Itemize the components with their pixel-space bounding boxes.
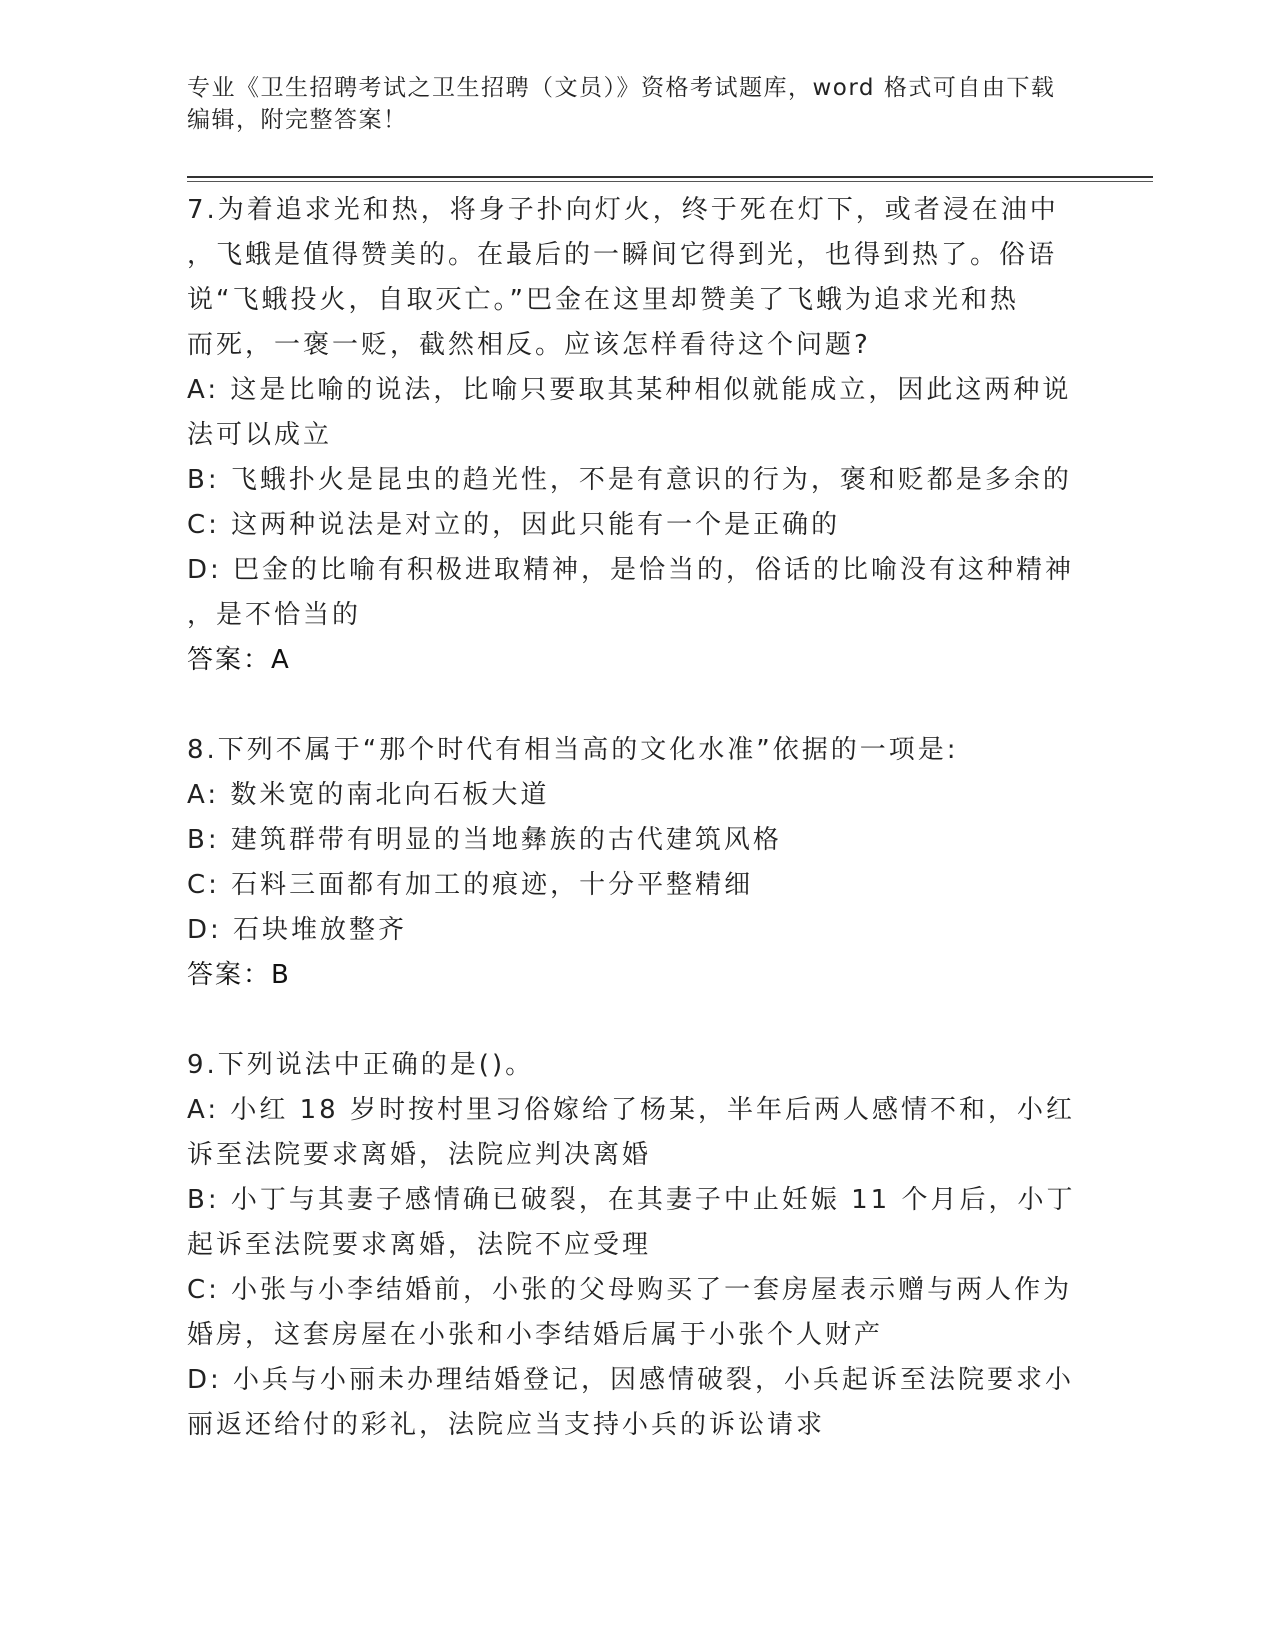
question-text-line: 说“飞蛾投火，自取灭亡。”巴金在这里却赞美了飞蛾为追求光和热 [187,285,1019,315]
option-text-line: A: 小红 18 岁时按村里习俗嫁给了杨某，半年后两人感情不和，小红 [187,1095,1075,1125]
header-line-2: 编辑，附完整答案！ [187,107,408,133]
option-text-line: C: 石料三面都有加工的痕迹，十分平整精细 [187,870,754,900]
option-b [187,458,1087,503]
option-a [187,368,1087,458]
option-text-line: D: 巴金的比喻有积极进取精神，是恰当的，俗话的比喻没有这种精神 [187,555,1075,585]
question-list [187,188,1087,1448]
question-text-line: 7.为着追求光和热，将身子扑向灯火，终于死在灯下，或者浸在油中 [187,195,1059,225]
option-text-line: D: 石块堆放整齐 [187,915,408,945]
option-text-line: B: 飞蛾扑火是昆虫的趋光性，不是有意识的行为，褒和贬都是多余的 [187,465,1072,495]
option-c [187,1268,1087,1358]
question-text-line: ，飞蛾是值得赞美的。在最后的一瞬间它得到光，也得到热了。俗语 [187,240,1058,270]
question-text-line: 9.下列说法中正确的是()。 [187,1050,535,1080]
option-text-line: D: 小兵与小丽未办理结婚登记，因感情破裂，小兵起诉至法院要求小 [187,1365,1075,1395]
option-a [187,773,1087,818]
option-text-line: ，是不恰当的 [187,600,362,630]
option-text-line: A: 这是比喻的说法，比喻只要取其某种相似就能成立，因此这两种说 [187,375,1072,405]
answer-label: 答案：B [187,960,291,990]
option-d [187,548,1087,638]
option-c [187,503,1087,548]
option-text-line: 法可以成立 [187,420,333,450]
option-b [187,818,1087,863]
question-9 [187,1043,1087,1448]
option-text-line: 丽返还给付的彩礼，法院应当支持小兵的诉讼请求 [187,1410,826,1440]
option-d [187,1358,1087,1448]
header-divider-thin [187,181,1153,182]
option-text-line: C: 小张与小李结婚前，小张的父母购买了一套房屋表示赠与两人作为 [187,1275,1073,1305]
question-8 [187,728,1087,998]
option-d [187,908,1087,953]
option-text-line: B: 小丁与其妻子感情确已破裂，在其妻子中止妊娠 11 个月后，小丁 [187,1185,1076,1215]
option-text-line: C: 这两种说法是对立的，因此只能有一个是正确的 [187,510,841,540]
option-text-line: 婚房，这套房屋在小张和小李结婚后属于小张个人财产 [187,1320,884,1350]
option-text-line: 起诉至法院要求离婚，法院不应受理 [187,1230,652,1260]
option-text-line: B: 建筑群带有明显的当地彝族的古代建筑风格 [187,825,782,855]
header-divider-thick [187,176,1153,178]
question-text-line: 而死，一褒一贬，截然相反。应该怎样看待这个问题? [187,330,871,360]
page-header [187,72,1067,136]
option-text-line: A: 数米宽的南北向石板大道 [187,780,550,810]
question-gap [187,998,1087,1043]
option-text-line: 诉至法院要求离婚，法院应判决离婚 [187,1140,652,1170]
question-7 [187,188,1087,683]
option-a [187,1088,1087,1178]
header-line-1: 专业《卫生招聘考试之卫生招聘（文员）》资格考试题库，word 格式可自由下载 [187,75,1056,101]
answer-label: 答案：A [187,645,291,675]
question-text-line: 8.下列不属于“那个时代有相当高的文化水准”依据的一项是: [187,735,959,765]
question-gap [187,683,1087,728]
option-c [187,863,1087,908]
option-b [187,1178,1087,1268]
